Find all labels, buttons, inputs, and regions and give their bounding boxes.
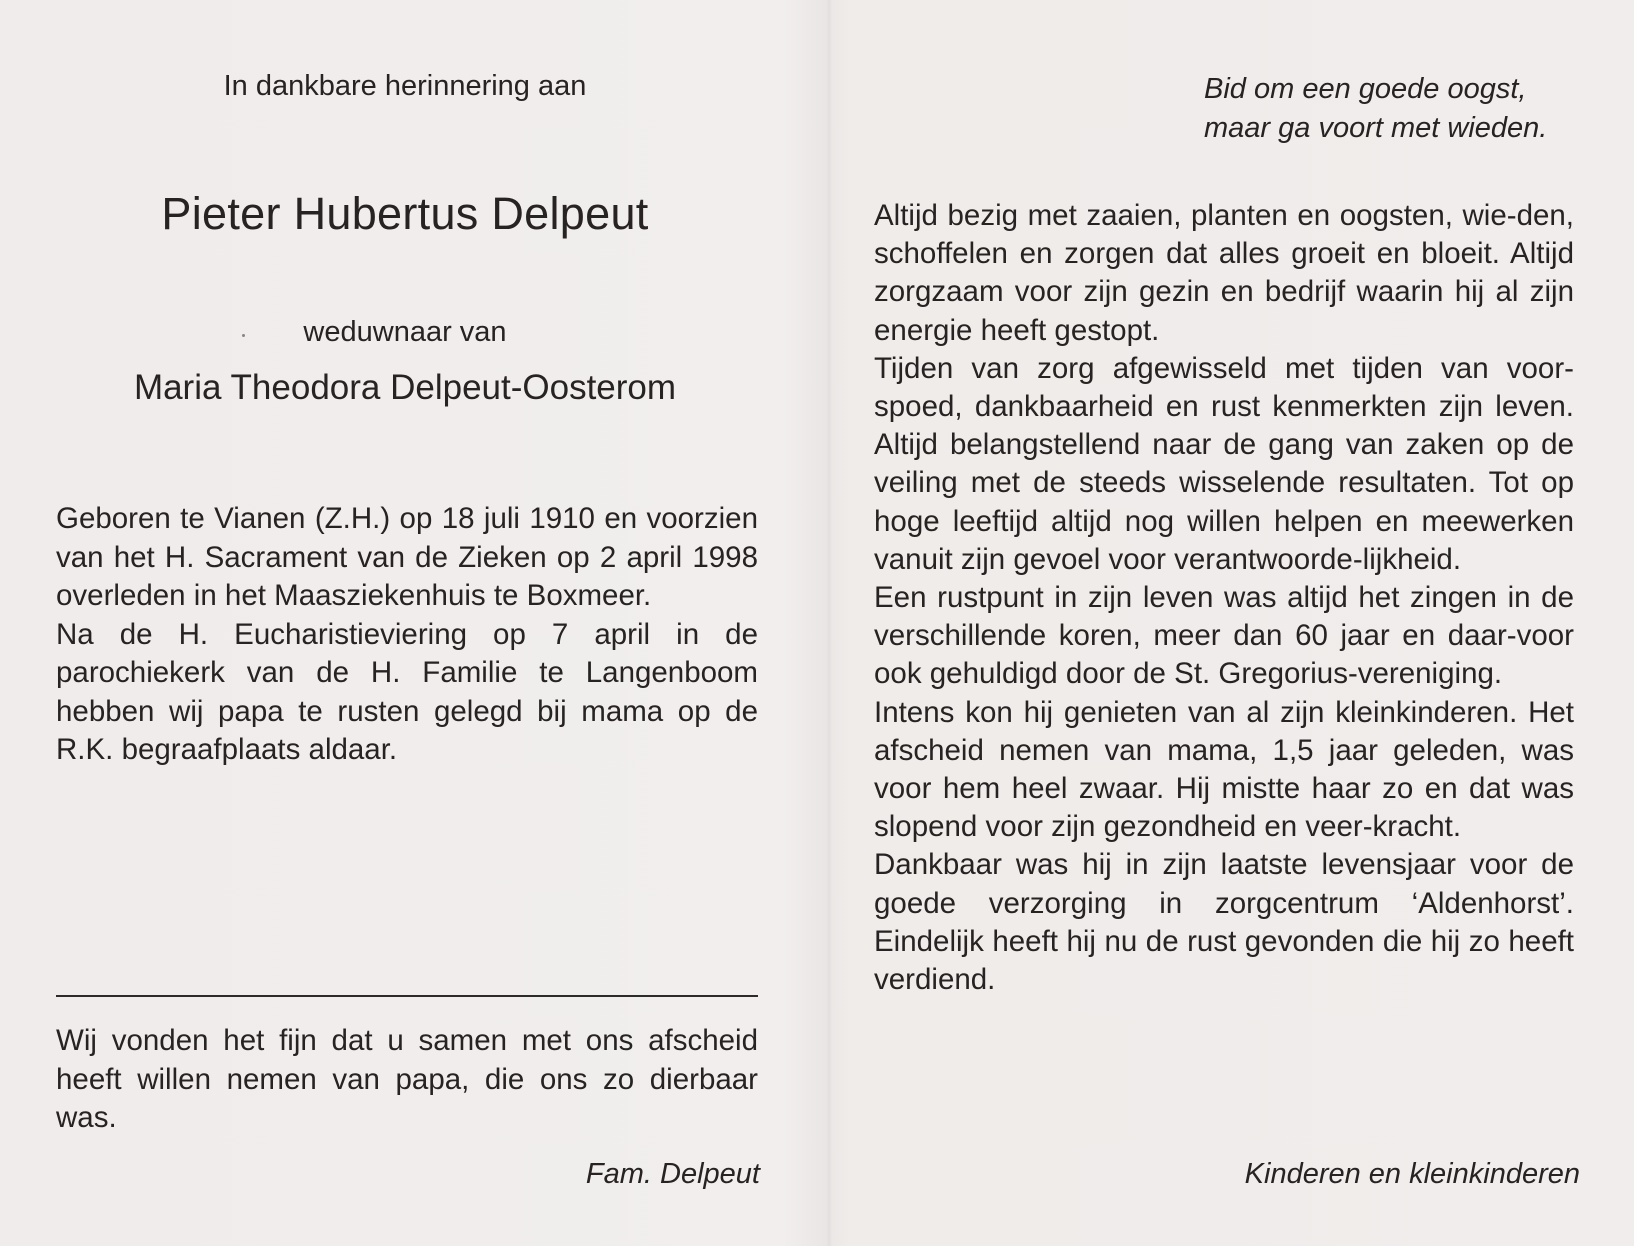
quote-line: maar ga voort met wieden.	[1204, 112, 1548, 144]
quote	[1204, 70, 1547, 148]
tribute-paragraph: Tijden van zorg afgewisseld met tijden van voor-spoed, dankbaarheid en rust kenmerkten zijn leven. Altijd belangstellend naar de gang van zaken op de veiling met de steeds wisselende resultaten. Tot op hoge leeftijd altijd nog willen helpen en meewerken vanuit zijn gevoel voor verantwoorde-lijkheid.	[874, 351, 1574, 576]
tribute-paragraph: Een rustpunt in zijn leven was altijd het zingen in de verschillende koren, meer dan 60 jaar en daar-voor ook gehuldigd door de St. Gregorius-vereniging.	[874, 581, 1574, 691]
tribute-paragraph: Altijd bezig met zaaien, planten en oogsten, wie-den, schoffelen en zorgen dat alles groeit en bloeit. Altijd zorgzaam voor zijn gezin en bedrijf waarin hij al zijn energie heeft gestopt.	[874, 199, 1574, 347]
tribute-paragraph: Intens kon hij genieten van al zijn kleinkinderen. Het afscheid nemen van mama, 1,5 jaar geleden, was voor hem heel zwaar. Hij mistte haar zo en dat was slopend voor zijn gezondheid en veer-kracht.	[874, 695, 1574, 844]
children-signature: Kinderen en kleinkinderen	[1244, 1158, 1580, 1190]
family-signature: Fam. Delpeut	[585, 1158, 760, 1190]
divider	[56, 995, 758, 997]
biography	[56, 500, 758, 770]
quote-line: Bid om een goede oogst,	[1204, 73, 1527, 105]
thank-you-text: Wij vonden het fijn dat u samen met ons afscheid heeft willen nemen van papa, die ons zo dierbaar was.	[56, 1024, 758, 1134]
widower-label: weduwnaar van	[303, 316, 507, 348]
funeral-paragraph: Na de H. Eucharistieviering op 7 april in de parochiekerk van de H. Familie te Langenboom hebben wij papa te rusten gelegd bij mama op de R.K. begraafplaats aldaar.	[56, 617, 758, 766]
tribute-text	[874, 197, 1574, 999]
right-page	[832, 0, 1634, 1246]
paper-speck	[242, 334, 245, 337]
deceased-name: Pieter Hubertus Delpeut	[161, 188, 649, 239]
birth-death-paragraph: Geboren te Vianen (Z.H.) op 18 juli 1910 en voorzien van het H. Sacrament van de Zieken op 2 april 1998 overleden in het Maasziekenhuis te Boxmeer.	[56, 502, 758, 612]
intro-text: In dankbare herinnering aan	[223, 70, 587, 102]
spouse-name: Maria Theodora Delpeut-Oosterom	[133, 368, 677, 407]
tribute-paragraph: Dankbaar was hij in zijn laatste levensjaar voor de goede verzorging in zorgcentrum ‘Aldenhorst’. Eindelijk heeft hij nu de rust gevonden die hij zo heeft verdiend.	[874, 848, 1574, 997]
